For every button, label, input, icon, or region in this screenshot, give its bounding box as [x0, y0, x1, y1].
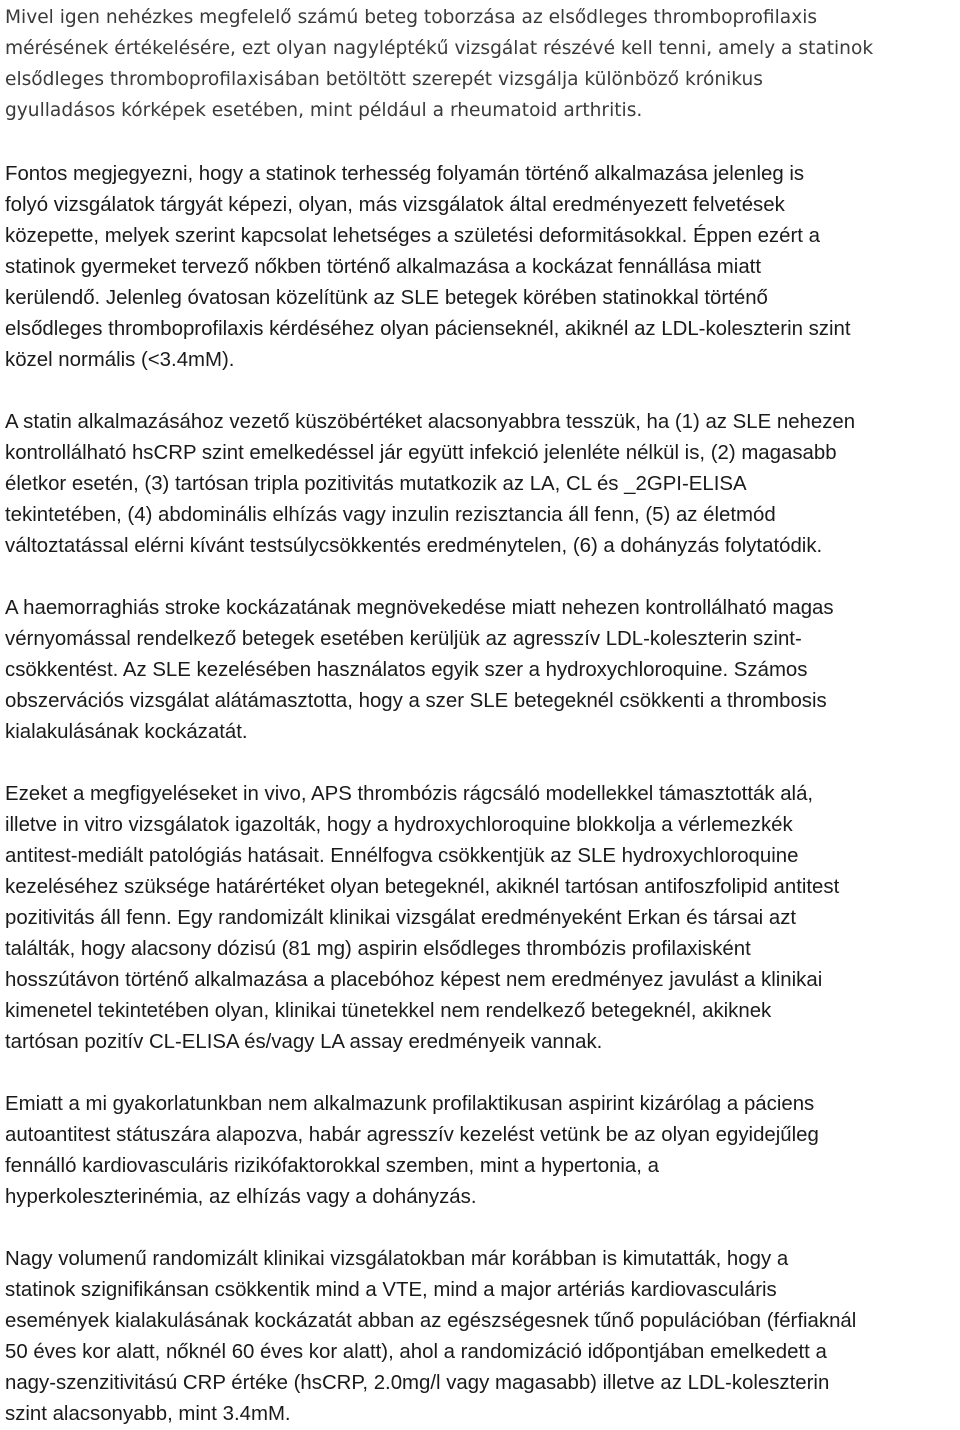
text-line: autoantitest státuszára alapozva, habár agresszív kezelést vetünk be az olyan egyidejűleg [5, 1124, 819, 1146]
paragraph-statin-pregnancy [5, 159, 957, 376]
text-line: Fontos megjegyezni, hogy a statinok terhesség folyamán történő alkalmazása jelenleg is [5, 163, 805, 185]
text-line: fennálló kardiovasculáris rizikófaktorokkal szemben, mint a hypertonia, a [5, 1155, 659, 1177]
text-line: események kialakulásának kockázatát abban az egészségesnek tűnő populációban (férfiaknál [5, 1310, 857, 1332]
text-line: hosszútávon történő alkalmazása a placebóhoz képest nem eredményez javulást a klinikai [5, 969, 823, 991]
text-line: kezeléséhez szüksége határértéket olyan betegeknél, akiknél tartósan antifoszfolipid antitest [5, 876, 840, 898]
text-line: mérésének értékelésére, ezt olyan nagyléptékű vizsgálat részévé kell tenni, amely a statinok [5, 38, 874, 59]
paragraph-statin-threshold [5, 407, 957, 562]
text-line: Mivel igen nehézkes megfelelő számú beteg toborzása az elsődleges thromboprofilaxis [5, 7, 818, 28]
text-line: közel normális (<3.4mM). [5, 349, 235, 371]
text-line: folyó vizsgálatok tárgyát képezi, olyan, más vizsgálatok által eredményezett felvetések [5, 194, 785, 216]
text-line: életkor esetén, (3) tartósan tripla pozitivitás mutatkozik az LA, CL és _2GPI-ELISA [5, 473, 747, 495]
paragraph-observations [5, 779, 957, 1058]
text-line: változtatással elérni kívánt testsúlycsökkentés eredménytelen, (6) a dohányzás folytatódik. [5, 535, 823, 557]
text-line: statinok szignifikánsan csökkentik mind a VTE, mind a major artériás kardiovasculáris [5, 1279, 777, 1301]
text-line: kialakulásának kockázatát. [5, 721, 248, 743]
text-line: gyulladásos kórképek esetében, mint például a rheumatoid arthritis. [5, 100, 643, 121]
text-line: kontrollálható hsCRP szint emelkedéssel jár együtt infekció jelenléte nélkül is, (2) magasabb [5, 442, 837, 464]
text-line: A statin alkalmazásához vezető küszöbértéket alacsonyabbra tesszük, ha (1) az SLE nehezen [5, 411, 856, 433]
text-line: Nagy volumenű randomizált klinikai vizsgálatokban már korábban is kimutatták, hogy a [5, 1248, 789, 1270]
paragraph-intro [5, 2, 957, 126]
text-line: vérnyomással rendelkező betegek esetében kerüljük az agresszív LDL-koleszterin szint- [5, 628, 802, 650]
text-line: Emiatt a mi gyakorlatunkban nem alkalmazunk profilaktikusan aspirint kizárólag a páciens [5, 1093, 815, 1115]
text-line: elsődleges thromboprofilaxisában betöltött szerepét vizsgálja különböző krónikus [5, 69, 763, 90]
text-line: csökkentést. Az SLE kezelésében használatos egyik szer a hydroxychloroquine. Számos [5, 659, 808, 681]
paragraph-haemorrhagic-stroke [5, 593, 957, 748]
text-line: kerülendő. Jelenleg óvatosan közelítünk az SLE betegek körében statinokkal történő [5, 287, 768, 309]
text-line: Ezeket a megfigyeléseket in vivo, APS thrombózis rágcsáló modellekkel támasztották alá, [5, 783, 814, 805]
text-line: hyperkoleszterinémia, az elhízás vagy a dohányzás. [5, 1186, 477, 1208]
text-line: illetve in vitro vizsgálatok igazolták, hogy a hydroxychloroquine blokkolja a vérlemezkék [5, 814, 793, 836]
text-line: szint alacsonyabb, mint 3.4mM. [5, 1403, 291, 1425]
text-line: 50 éves kor alatt, nőknél 60 éves kor alatt), ahol a randomizáció időpontjában emelkedett a [5, 1341, 827, 1363]
text-line: antitest-mediált patológiás hatásait. Ennélfogva csökkentjük az SLE hydroxychloroquine [5, 845, 799, 867]
text-line: találták, hogy alacsony dózisú (81 mg) aspirin elsődleges thrombózis profilaxisként [5, 938, 751, 960]
text-line: közepette, melyek szerint kapcsolat lehetséges a születési deformitásokkal. Éppen ezért a [5, 225, 820, 247]
paragraph-aspirin-practice [5, 1089, 957, 1213]
text-line: nagy-szenzitivitású CRP értéke (hsCRP, 2.0mg/l vagy magasabb) illetve az LDL-koleszterin [5, 1372, 830, 1394]
paragraph-randomized-trials [5, 1244, 957, 1430]
text-line: A haemorraghiás stroke kockázatának megnövekedése miatt nehezen kontrollálható magas [5, 597, 834, 619]
text-line: pozitivitás áll fenn. Egy randomizált klinikai vizsgálat eredményeként Erkan és társai azt [5, 907, 797, 929]
text-line: elsődleges thromboprofilaxis kérdéséhez olyan pácienseknél, akiknél az LDL-koleszterin szint [5, 318, 851, 340]
text-line: tartósan pozitív CL-ELISA és/vagy LA assay eredményeik vannak. [5, 1031, 603, 1053]
text-line: statinok gyermeket tervező nőkben történő alkalmazása a kockázat fennállása miatt [5, 256, 761, 278]
text-line: tekintetében, (4) abdominális elhízás vagy inzulin rezisztancia áll fenn, (5) az életmód [5, 504, 776, 526]
text-line: kimenetel tekintetében olyan, klinikai tünetekkel nem rendelkező betegeknél, akiknek [5, 1000, 772, 1022]
document-page [5, 2, 957, 1430]
text-line: obszervációs vizsgálat alátámasztotta, hogy a szer SLE betegeknél csökkenti a thrombosis [5, 690, 827, 712]
